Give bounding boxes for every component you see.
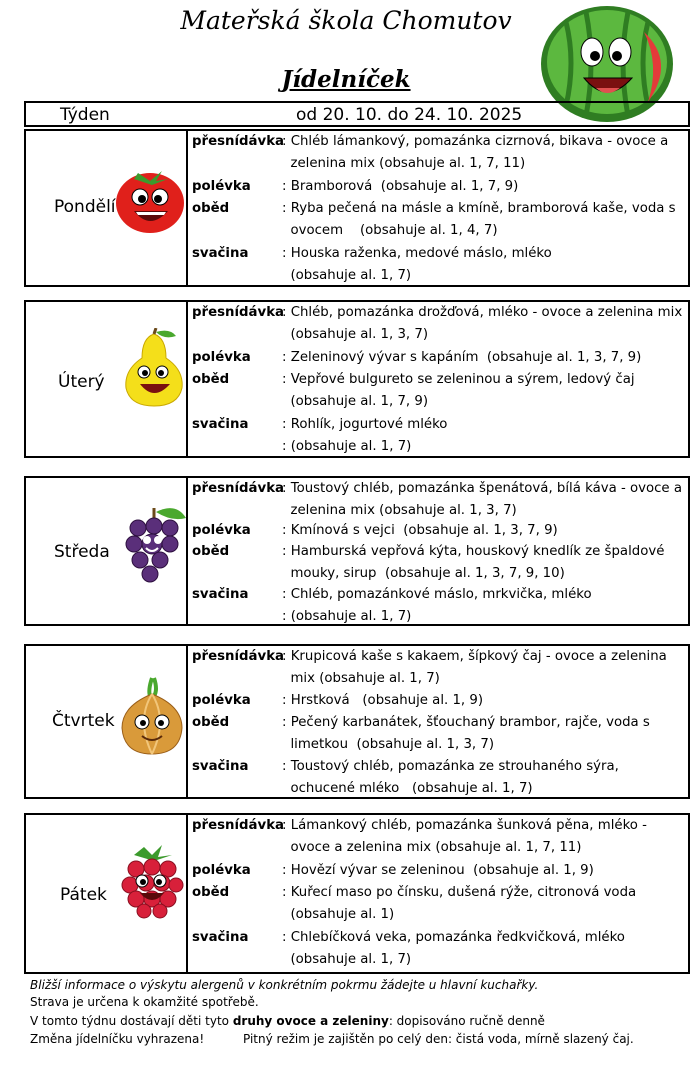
meal-text: : Hamburská vepřová kýta, houskový knedlík ze špaldové mouky, sirup (obsahuje al. 1, 3, 7, 9, 10) (282, 544, 665, 581)
day-name: Čtvrtek (52, 711, 115, 731)
day-wednesday-menu (186, 476, 690, 626)
label-snack-pm: svačina (192, 930, 249, 945)
week-range: od 20. 10. do 24. 10. 2025 (296, 105, 523, 125)
school-name: Mateřská škola Chomutov (180, 6, 512, 35)
footer-fruit-bold: druhy ovoce a zeleniny (232, 1014, 389, 1028)
tomato-icon (112, 157, 188, 237)
label-snack-pm: svačina (192, 246, 249, 261)
pear-icon (116, 328, 192, 408)
meal-text: : Kuřecí maso po čínsku, dušená rýže, citronová voda (obsahuje al. 1) (282, 885, 637, 922)
meal-text: : Zeleninový vývar s kapáním (obsahuje al. 1, 3, 7, 9) (282, 350, 642, 365)
label-soup: polévka (192, 693, 251, 708)
label-lunch: oběd (192, 715, 230, 730)
label-snack-am: přesnídávka (192, 305, 285, 320)
day-monday-menu (186, 129, 690, 287)
day-name: Úterý (58, 372, 105, 392)
day-name: Pondělí (54, 197, 116, 217)
footer-changes: Změna jídelníčku vyhrazena! (30, 1032, 205, 1046)
label-soup: polévka (192, 523, 251, 538)
day-wednesday-left (24, 476, 188, 626)
meal-text: : Toustový chléb, pomazánka špenátová, bílá káva - ovoce a zelenina mix (obsahuje al. 1, 3, 7) (282, 481, 682, 518)
week-label: Týden (60, 105, 110, 125)
label-lunch: oběd (192, 201, 230, 216)
label-lunch: oběd (192, 885, 230, 900)
footer-fruit-note (30, 1014, 545, 1028)
meal-text: : Chléb, pomazánkové máslo, mrkvička, mléko : (obsahuje al. 1, 7) (282, 587, 592, 624)
footer-allergen-info: Bližší informace o výskytu alergenů v konkrétním pokrmu žádejte u hlavní kuchařky. (30, 978, 539, 992)
meal-text: : Toustový chléb, pomazánka ze strouhaného sýra, ochucené mléko (obsahuje al. 1, 7) (282, 759, 619, 796)
label-soup: polévka (192, 863, 251, 878)
day-tuesday-left (24, 300, 188, 458)
grapes-icon (116, 504, 192, 584)
day-name: Pátek (60, 885, 107, 905)
label-snack-pm: svačina (192, 759, 249, 774)
label-soup: polévka (192, 350, 251, 365)
day-tuesday-menu (186, 300, 690, 458)
meal-text: : Hrstková (obsahuje al. 1, 9) (282, 693, 484, 708)
meal-text: : Rohlík, jogurtové mléko : (obsahuje al. 1, 7) (282, 417, 448, 454)
label-snack-am: přesnídávka (192, 134, 285, 149)
label-snack-pm: svačina (192, 587, 249, 602)
label-snack-am: přesnídávka (192, 649, 285, 664)
meal-text: : Pečený karbanátek, šťouchaný brambor, rajče, voda s limetkou (obsahuje al. 1, 3, 7) (282, 715, 650, 752)
label-snack-am: přesnídávka (192, 481, 285, 496)
onion-icon (114, 676, 190, 756)
day-monday-left (24, 129, 188, 287)
meal-text: : Hovězí vývar se zeleninou (obsahuje al. 1, 9) (282, 863, 594, 878)
meal-text: : Lámankový chléb, pomazánka šunková pěna, mléko - ovoce a zelenina mix (obsahuje al. 1, 7, 11) (282, 818, 647, 855)
label-snack-pm: svačina (192, 417, 249, 432)
footer-fruit-suffix: : dopisováno ručně denně (388, 1014, 545, 1028)
meal-text: : Chléb lámankový, pomazánka cizrnová, bikava - ovoce a zelenina mix (obsahuje al. 1, 7, 11) (282, 134, 669, 171)
meal-text: : Chlebíčková veka, pomazánka ředkvičková, mléko (obsahuje al. 1, 7) (282, 930, 625, 967)
meal-text: : Vepřové bulgureto se zeleninou a sýrem, ledový čaj (obsahuje al. 1, 7, 9) (282, 372, 635, 409)
meal-text: : Ryba pečená na másle a kmíně, bramborová kaše, voda s ovocem (obsahuje al. 1, 4, 7) (282, 201, 676, 238)
footer-immediate: Strava je určena k okamžité spotřebě. (30, 995, 259, 1009)
label-soup: polévka (192, 179, 251, 194)
meal-text: : Bramborová (obsahuje al. 1, 7, 9) (282, 179, 519, 194)
label-lunch: oběd (192, 544, 230, 559)
meal-text: : Krupicová kaše s kakaem, šípkový čaj - ovoce a zelenina mix (obsahuje al. 1, 7) (282, 649, 667, 686)
day-thursday-menu (186, 644, 690, 799)
day-name: Středa (54, 542, 110, 562)
label-lunch: oběd (192, 372, 230, 387)
footer-fruit-prefix: V tomto týdnu dostávají děti tyto (30, 1014, 233, 1028)
label-snack-am: přesnídávka (192, 818, 285, 833)
day-thursday-left (24, 644, 188, 799)
week-bar (24, 101, 690, 127)
meal-text: : Chléb, pomazánka drožďová, mléko - ovoce a zelenina mix (obsahuje al. 1, 3, 7) (282, 305, 683, 342)
day-friday-menu (186, 813, 690, 974)
footer-drinks: Pitný režim je zajištěn po celý den: čistá voda, mírně slazený čaj. (243, 1032, 634, 1046)
meal-text: : Kmínová s vejci (obsahuje al. 1, 3, 7, 9) (282, 523, 558, 538)
menu-title: Jídelníček (281, 66, 411, 93)
meal-text: : Houska raženka, medové máslo, mléko (obsahuje al. 1, 7) (282, 246, 552, 283)
raspberry-icon (114, 839, 190, 919)
day-friday-left (24, 813, 188, 974)
